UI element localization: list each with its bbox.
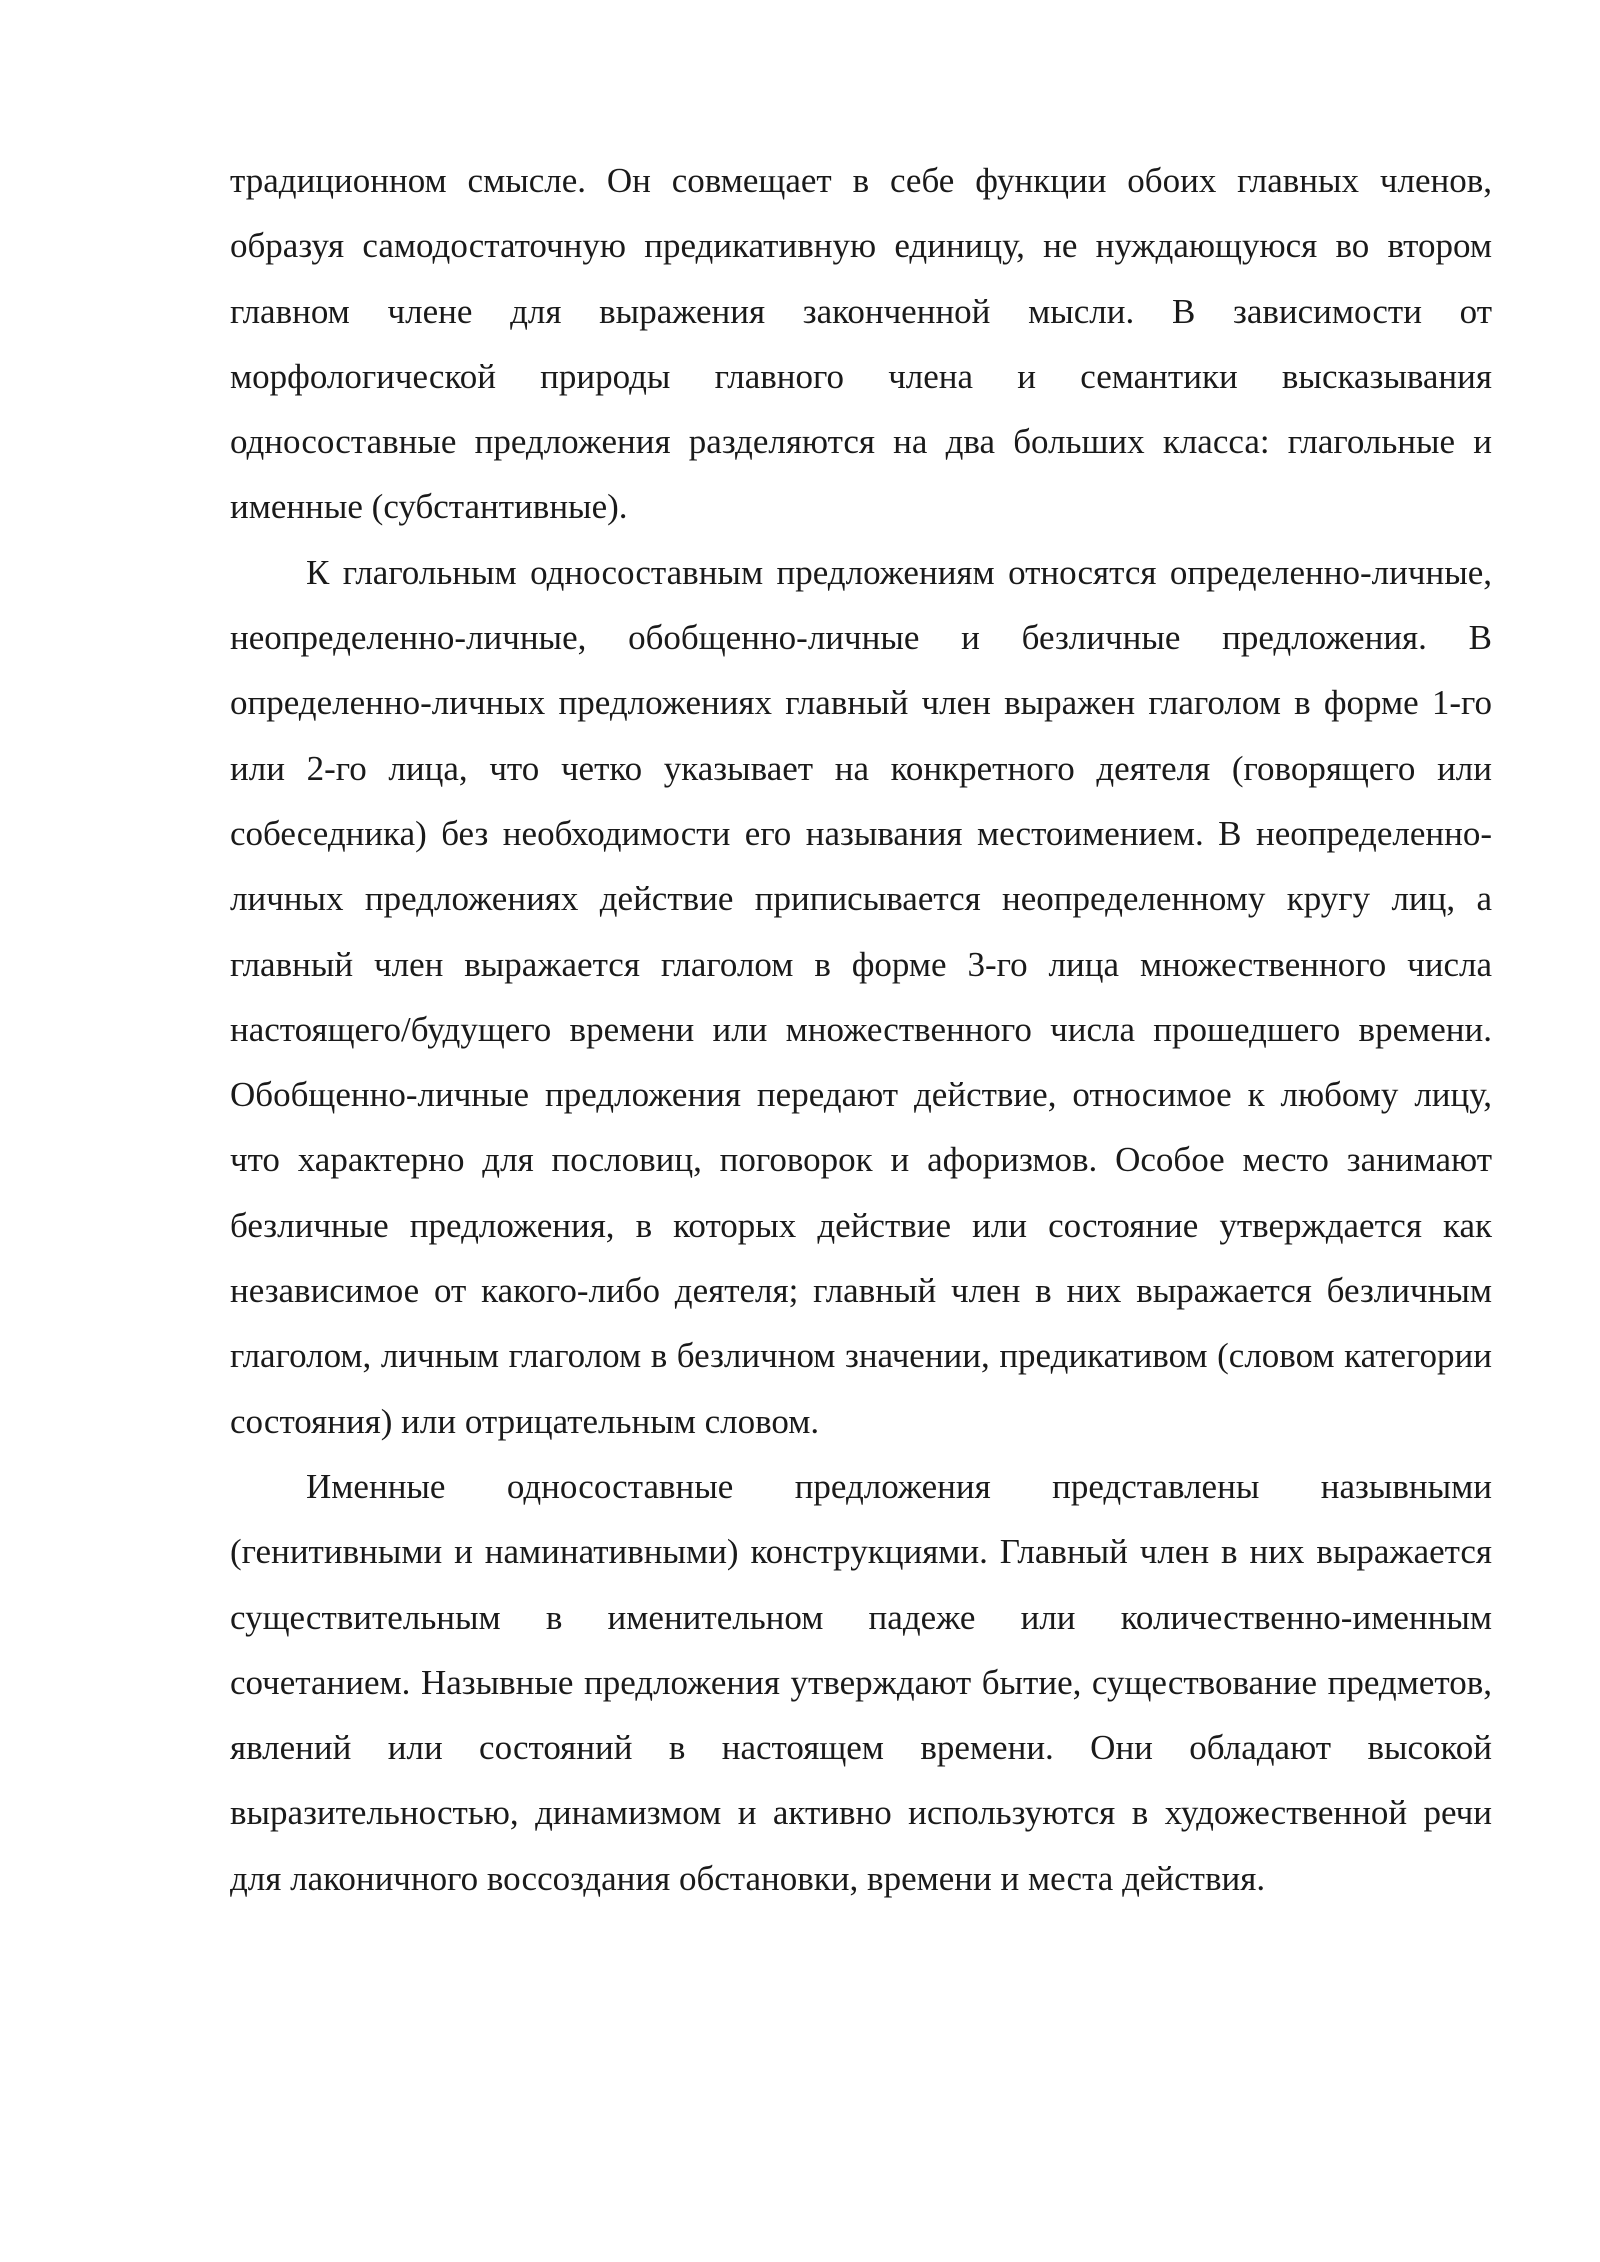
paragraph-verbal-sentences: К глагольным односоставным предложениям относятся определенно-личные, неопределенно-личные, обобщенно-личные и безличные предложения. В определенно-личных предложениях главный член выражен глаголом в форме 1-го или 2-го лица, что четко указывает на конкретного деятеля (говорящего или собеседника) без необходимости его называния местоимением. В неопределенно-личных предложениях действие приписывается неопределенному кругу лиц, а главный член выражается глаголом в форме 3-го лица множественного числа настоящего/будущего времени или множественного числа прошедшего времени. Обобщенно-личные предложения передают действие, относимое к любому лицу, что характерно для пословиц, поговорок и афоризмов. Особое место занимают безличные предложения, в которых действие или состояние утверждается как независимое от какого-либо деятеля; главный член в них выражается безличным глаголом, личным глаголом в безличном значении, предикативом (словом категории состояния) или отрицательным словом. <box>230 552 1492 1441</box>
document-body <box>230 148 1492 1911</box>
paragraph-nominal-sentences: Именные односоставные предложения представлены назывными (генитивными и наминативными) конструкциями. Главный член в них выражается существительным в именительном падеже или количественно-именным сочетанием. Назывные предложения утверждают бытие, существование предметов, явлений или состояний в настоящем времени. Они обладают высокой выразительностью, динамизмом и активно используются в художественной речи для лаконичного воссоздания обстановки, времени и места действия. <box>230 1466 1492 1898</box>
paragraph-continuation: традиционном смысле. Он совмещает в себе функции обоих главных членов, образуя самодостаточную предикативную единицу, не нуждающуюся во втором главном члене для выражения законченной мысли. В зависимости от морфологической природы главного члена и семантики высказывания односоставные предложения разделяются на два больших класса: глагольные и именные (субстантивные). <box>230 161 1492 527</box>
